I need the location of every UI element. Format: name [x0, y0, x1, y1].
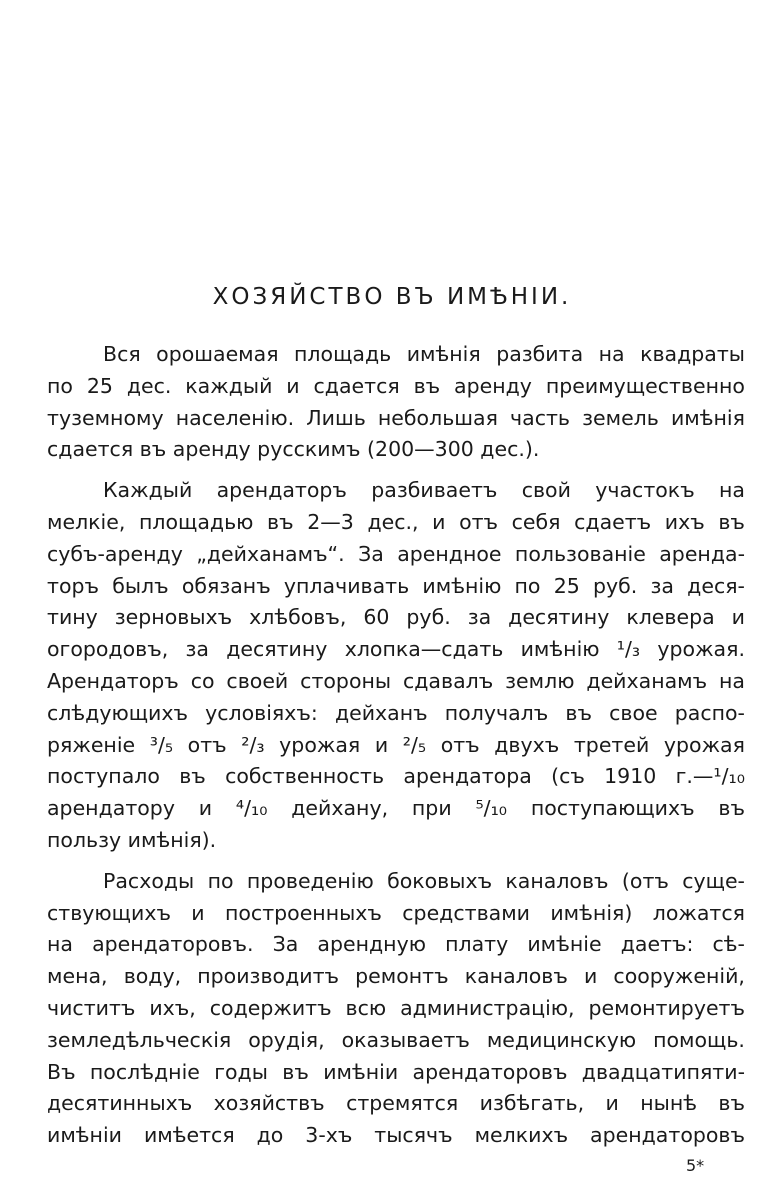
text-line: по 25 дес. каждый и сдается въ аренду преимущественно — [47, 373, 745, 398]
text-line: Арендаторъ со своей стороны сдавалъ землю дейханамъ на — [47, 668, 745, 693]
text-line: Въ послѣдніе годы въ имѣніи арендаторовъ двадцатипяти- — [47, 1059, 745, 1084]
text-line: торъ былъ обязанъ уплачивать имѣнію по 25 руб. за деся- — [47, 573, 745, 598]
text-line: арендатору и ⁴/₁₀ дейхану, при ⁵/₁₀ поступающихъ въ — [47, 796, 745, 821]
paragraph — [47, 339, 745, 466]
paragraph — [47, 866, 745, 1152]
body-text — [47, 339, 745, 1161]
text-line: мелкіе, площадью въ 2—3 дес., и отъ себя сдаетъ ихъ въ — [47, 509, 745, 534]
text-line: субъ-аренду „дейханамъ“. За арендное пользованіе аренда- — [47, 541, 745, 566]
paragraph — [47, 475, 745, 857]
page-title: ХОЗЯЙСТВО ВЪ ИМѢНІИ. — [212, 284, 572, 310]
text-line: ствующихъ и построенныхъ средствами имѣнія) ложатся — [47, 900, 745, 925]
text-line: тину зерновыхъ хлѣбовъ, 60 руб. за десятину клевера и — [47, 605, 745, 630]
text-line: поступало въ собственность арендатора (съ 1910 г.—¹/₁₀ — [47, 764, 745, 789]
text-line: сдается въ аренду русскимъ (200—300 дес.). — [47, 437, 540, 462]
text-line: земледѣльческія орудія, оказываетъ медицинскую помощь. — [47, 1027, 745, 1052]
text-line: Каждый арендаторъ разбиваетъ свой участокъ на — [103, 478, 745, 503]
text-line: десятинныхъ хозяйствъ стремятся избѣгать, и нынѣ въ — [47, 1091, 745, 1116]
text-line: туземному населенію. Лишь небольшая часть земель имѣнія — [47, 405, 745, 430]
text-line: на арендаторовъ. За арендную плату имѣніе даетъ: сѣ- — [47, 932, 745, 957]
text-line: имѣніи имѣется до 3-хъ тысячъ мелкихъ арендаторовъ — [47, 1123, 745, 1148]
page-number: 5* — [686, 1156, 705, 1175]
text-line: огородовъ, за десятину хлопка—сдать имѣнію ¹/₃ урожая. — [47, 637, 745, 662]
text-line: мена, воду, производитъ ремонтъ каналовъ и сооруженій, — [47, 964, 745, 989]
text-line: слѣдующихъ условіяхъ: дейханъ получалъ въ свое распо- — [47, 700, 745, 725]
text-line: Вся орошаемая площадь имѣнія разбита на квадраты — [103, 342, 745, 366]
text-line: Расходы по проведенію боковыхъ каналовъ (отъ суще- — [103, 868, 745, 893]
text-line: пользу имѣнія). — [47, 827, 217, 852]
text-line: ряженіе ³/₅ отъ ²/₃ урожая и ²/₅ отъ двухъ третей урожая — [47, 732, 745, 757]
text-line: чиститъ ихъ, содержитъ всю администрацію, ремонтируетъ — [47, 995, 745, 1020]
